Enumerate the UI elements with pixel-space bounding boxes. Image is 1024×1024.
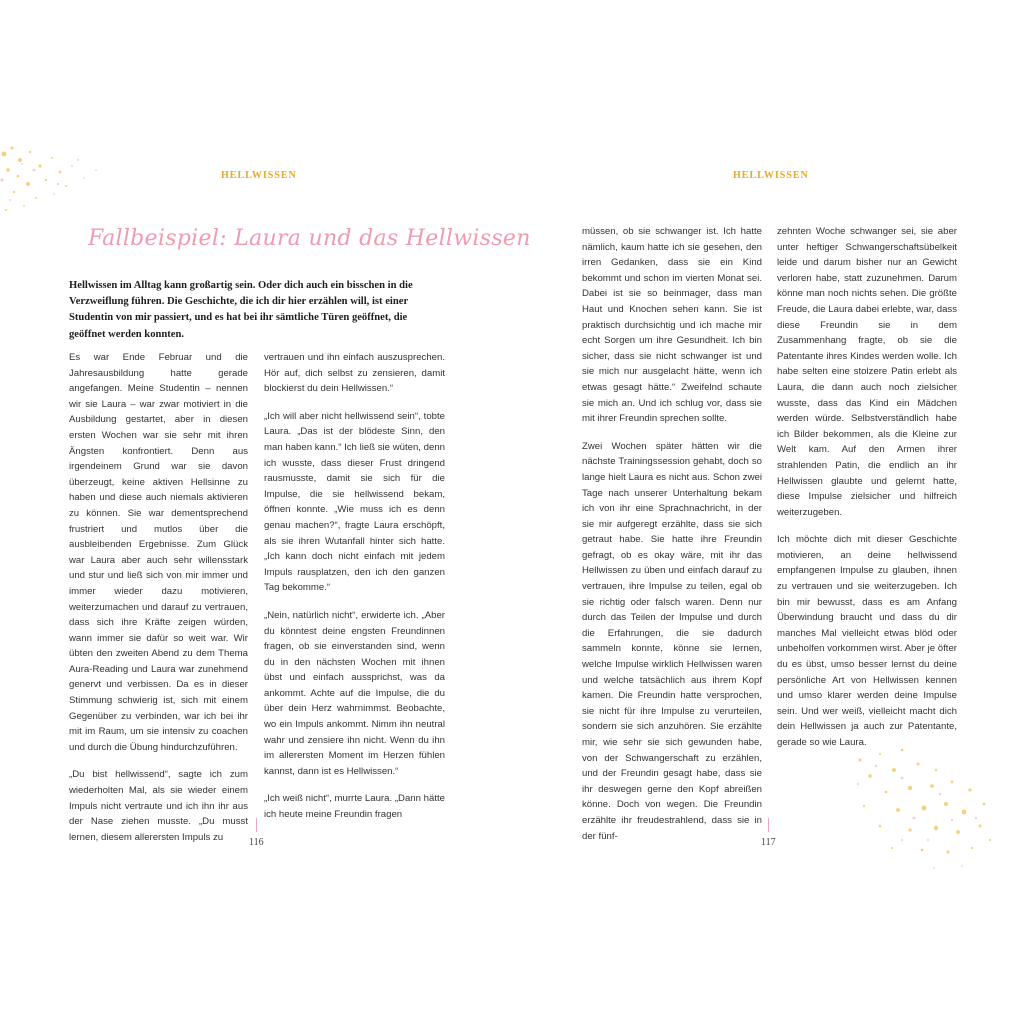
decorative-dots-bottom-right — [840, 740, 1000, 880]
page-marker-right — [768, 818, 769, 832]
paragraph: „Ich weiß nicht“, murrte Laura. „Dann hätte ich heute meine Freundin fragen — [264, 793, 445, 821]
chapter-title: Fallbeispiel: Laura und das Hellwissen — [88, 226, 531, 251]
text-column-3 — [582, 224, 762, 856]
paragraph: zehnten Woche schwanger sei, sie aber unter heftiger Schwangerschaftsübelkeit leide und darum bisher nur an Gewicht verloren habe, statt zuzunehmen. Darum könne man noch nichts sehen. Die größte Freude, die Laura dabei erlebte, war, dass diese Freundin sie in dem Zusammenhang fragte, ob sie die Patentante ihres Kindes werden wolle. Ich habe selten eine stolzere Patin erlebt als Laura, die dann auch noch zielsicher wusste, dass das Kind ein Mädchen werden würde. Selbstverständlich habe ich Bilder bekommen, als die Kleine zur Welt kam. Auf den Armen ihrer strahlenden Patin, die endlich an ihr Hellwissen glaubte und gelernt hatte, diese Impulse zielsicher und hilfreich weiterzugeben. — [777, 226, 957, 518]
text-column-1 — [69, 350, 248, 857]
page-number-right: 117 — [761, 837, 776, 848]
paragraph: Es war Ende Februar und die Jahresausbildung hatte gerade angefangen. Meine Studentin – nennen wir sie Laura – war zwar motiviert in die Ausbildung gestartet, aber in diesen ersten Wochen war sie sehr mit ihren Ängsten konfrontiert. Denn aus irgendeinem Grund war sie davon überzeugt, keine aktiven Hellsinne zu haben und diese auch niemals aktivieren zu können. Sie war dementsprechend frustriert und mutlos über die ausbleibenden Ergebnisse. Zum Glück war Laura aber auch sehr willensstark und stur und ließ sich von mir immer und immer wieder dazu motivieren, weiterzumachen und darauf zu vertrauen, dass sich ihre Kräfte zeigen würden, wann immer sie dafür so weit war. Wir übten den zweiten Abend zu dem Thema Aura-Reading und Laura war zunehmend genervt und verbissen. Da es in dieser Stimmung schwierig ist, sich mit einem Gegenüber zu verbinden, war ich bei ihr mit im Raum, um sie intensiv zu coachen und durch die Übung hindurchzuführen. — [69, 352, 248, 753]
paragraph: vertrauen und ihn einfach auszusprechen. Hör auf, dich selbst zu zensieren, damit blockierst du dein Hellwissen.“ — [264, 352, 445, 395]
text-column-4 — [777, 224, 957, 763]
paragraph: müssen, ob sie schwanger ist. Ich hatte nämlich, kaum hatte ich sie gesehen, den irren Gedanken, dass sie ein Kind bekommt und schon im vierten Monat sei. Dabei ist sie so beinmager, dass man Haut und Knochen sehen kann. Sie ist praktisch durchsichtig und ich mache mir echt Sorgen um ihre Gesundheit. Ich bin sicher, dass sie nicht schwanger ist und sie mich nur ausgelacht hätte, wenn ich etwas gesagt hätte.“ Zweifelnd schaute sie mich an. Und ich schlug vor, dass sie mit ihrer Freundin sprechen sollte. — [582, 226, 762, 425]
decorative-dots-top-left — [0, 140, 110, 230]
intro-paragraph: Hellwissen im Alltag kann großartig sein. Oder dich auch ein bisschen in die Verzweiflung führen. Die Geschichte, die ich dir hier erzählen will, ist einer Studentin von mir passiert, und es hat bei ihr sämtliche Türen geöffnet, die geöffnet werden konnten. — [69, 280, 413, 340]
paragraph: „Ich will aber nicht hellwissend sein“, tobte Laura. „Das ist der blödeste Sinn, den man haben kann.“ Ich ließ sie wüten, denn ich wusste, dass dieser Frust dringend rausmusste, damit sie sich für die Impulse, die sie hellwissend bekam, öffnen konnte. „Wie muss ich es denn genau machen?“, fragte Laura erschöpft, als sie ihren Wutanfall hinter sich hatte. „Ich kann doch nicht einfach mit jedem Impuls rausplatzen, den ich den ganzen Tag bekomme.“ — [264, 410, 445, 594]
paragraph: „Du bist hellwissend“, sagte ich zum wiederholten Mal, als sie wieder einem Impuls nicht vertraute und ich ihn ihr aus der Nase ziehen musste. „Du musst lernen, diesem allerersten Impuls zu — [69, 769, 248, 843]
paragraph: „Nein, natürlich nicht“, erwiderte ich. „Aber du könntest deine engsten Freundinnen fragen, ob sie einverstanden sind, wenn du in den nächsten Wochen mit ihnen übst und einfach aussprichst, was da ankommt. Achte auf die Impulse, die du über dein Herz wahrnimmst. Beobachte, wo ein Impuls ankommt. Nimm ihn neutral wahr und zensiere ihn nicht. Wenn du ihn im allerersten Moment im Herzen fühlen kannst, dann ist es Hellwissen.“ — [264, 609, 445, 777]
page-marker-left — [256, 818, 257, 832]
running-head-right: HELLWISSEN — [733, 170, 809, 181]
text-column-2 — [264, 350, 445, 835]
paragraph: Ich möchte dich mit dieser Geschichte motivieren, an deine hellwissend empfangenen Impulse zu glauben, ihnen zu vertrauen und sie weiterzugeben. Ich bin mir bewusst, dass es am Anfang Überwindung braucht und dass du dir manches Mal vielleicht etwas blöd oder unbeholfen vorkommen wirst. Aber je öfter du es übst, umso besser lernst du deine persönliche Art von Hellwissen kennen und umso klarer werden deine Impulse sein. Und wer weiß, vielleicht macht dich dein Hellwissen ja auch zur Patentante, gerade so wie Laura. — [777, 534, 957, 748]
paragraph: Zwei Wochen später hätten wir die nächste Trainingssession gehabt, doch so lange hielt Laura es nicht aus. Schon zwei Tage nach unserer Unterhaltung bekam ich von ihr eine Sprachnachricht, in der sie mir aufgeregt erzählte, dass sie sich getraut habe. Sie hatte ihre Freundin gefragt, ob es okay wäre, mit ihr das Hellwissen zu üben und einfach darauf zu vertrauen, ihre Impulse zu teilen, egal ob sie richtig oder falsch waren. Denn nur durch das Teilen der Impulse und durch die Erfahrungen, die sie dadurch sammeln konnte, könne sie lernen, welche Impulse wirklich Hellwissen waren und welche tatsächlich aus ihrem Kopf kamen. Die Freundin hatte versprochen, sie nicht für ihre Impulse zu verurteilen, sondern sie sich anzuhören. Sie erzählte mir, wie sehr sie sich gewunden habe, von der Schwangerschaft zu erzählen, und der Freundin gesagt habe, dass sie ihr deswegen gerne den Kopf abreißen könne. Doch von wegen. Die Freundin erzählte ihr freudestrahlend, dass sie in der fünf- — [582, 440, 762, 842]
running-head-left: HELLWISSEN — [221, 170, 297, 181]
page-number-left: 116 — [249, 837, 264, 848]
